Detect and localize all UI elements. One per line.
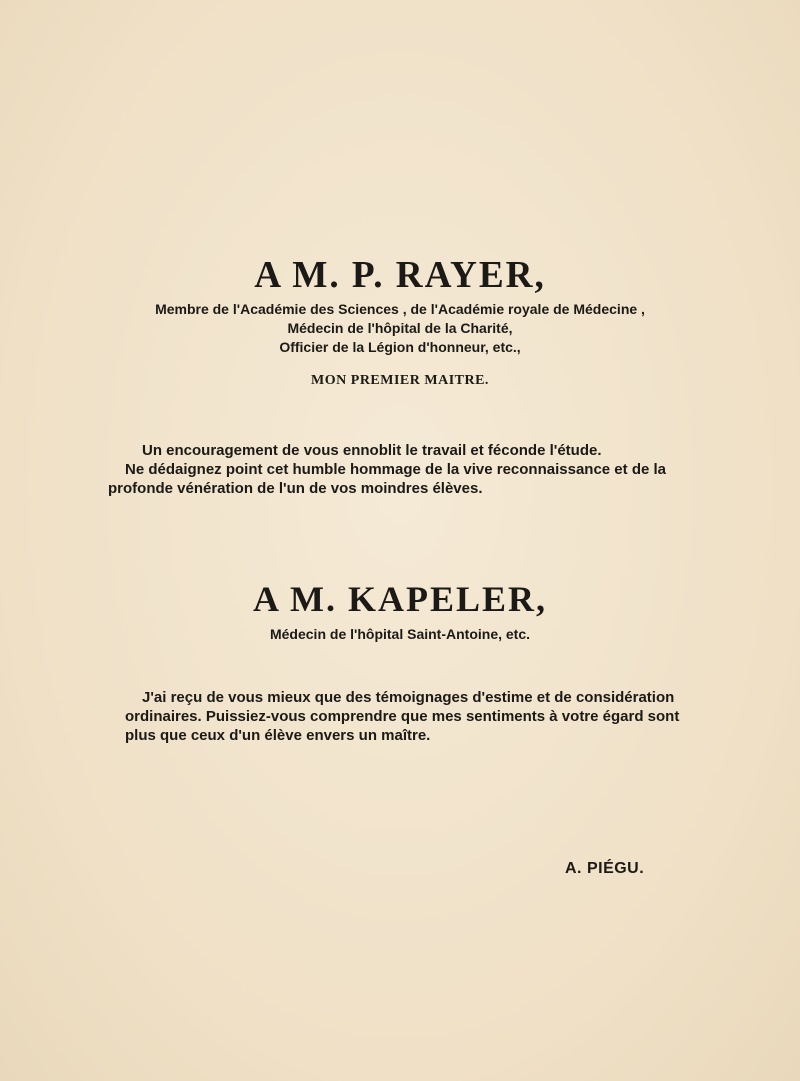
- paragraph-line: ordinaires. Puissiez-vous comprendre que mes sentiments à votre égard sont: [125, 708, 680, 725]
- rayer-paragraph: [108, 441, 666, 498]
- kapeler-paragraph: [125, 688, 680, 745]
- signature: A. PIÉGU.: [565, 860, 645, 877]
- dedicatee-kapeler: A M. KAPELER,: [252, 579, 547, 619]
- rayer-titles: [0, 300, 800, 357]
- rayer-title-line: Officier de la Légion d'honneur, etc.,: [279, 339, 521, 355]
- rayer-title-line: Médecin de l'hôpital de la Charité,: [287, 320, 513, 336]
- kapeler-subtitle: Médecin de l'hôpital Saint-Antoine, etc.: [269, 626, 531, 642]
- paragraph-line: J'ai reçu de vous mieux que des témoignages d'estime et de considération: [142, 689, 675, 706]
- paragraph-line: profonde vénération de l'un de vos moindres élèves.: [108, 480, 483, 497]
- paragraph-line: Un encouragement de vous ennoblit le travail et féconde l'étude.: [142, 442, 602, 459]
- rayer-title-line: Membre de l'Académie des Sciences , de l'Académie royale de Médecine ,: [155, 301, 645, 317]
- dedicatee-rayer: A M. P. RAYER,: [254, 254, 546, 296]
- rayer-heading: MON PREMIER MAITRE.: [311, 373, 489, 388]
- paragraph-line: Ne dédaignez point cet humble hommage de la vive reconnaissance et de la: [125, 461, 666, 478]
- paragraph-line: plus que ceux d'un élève envers un maître.: [125, 727, 431, 744]
